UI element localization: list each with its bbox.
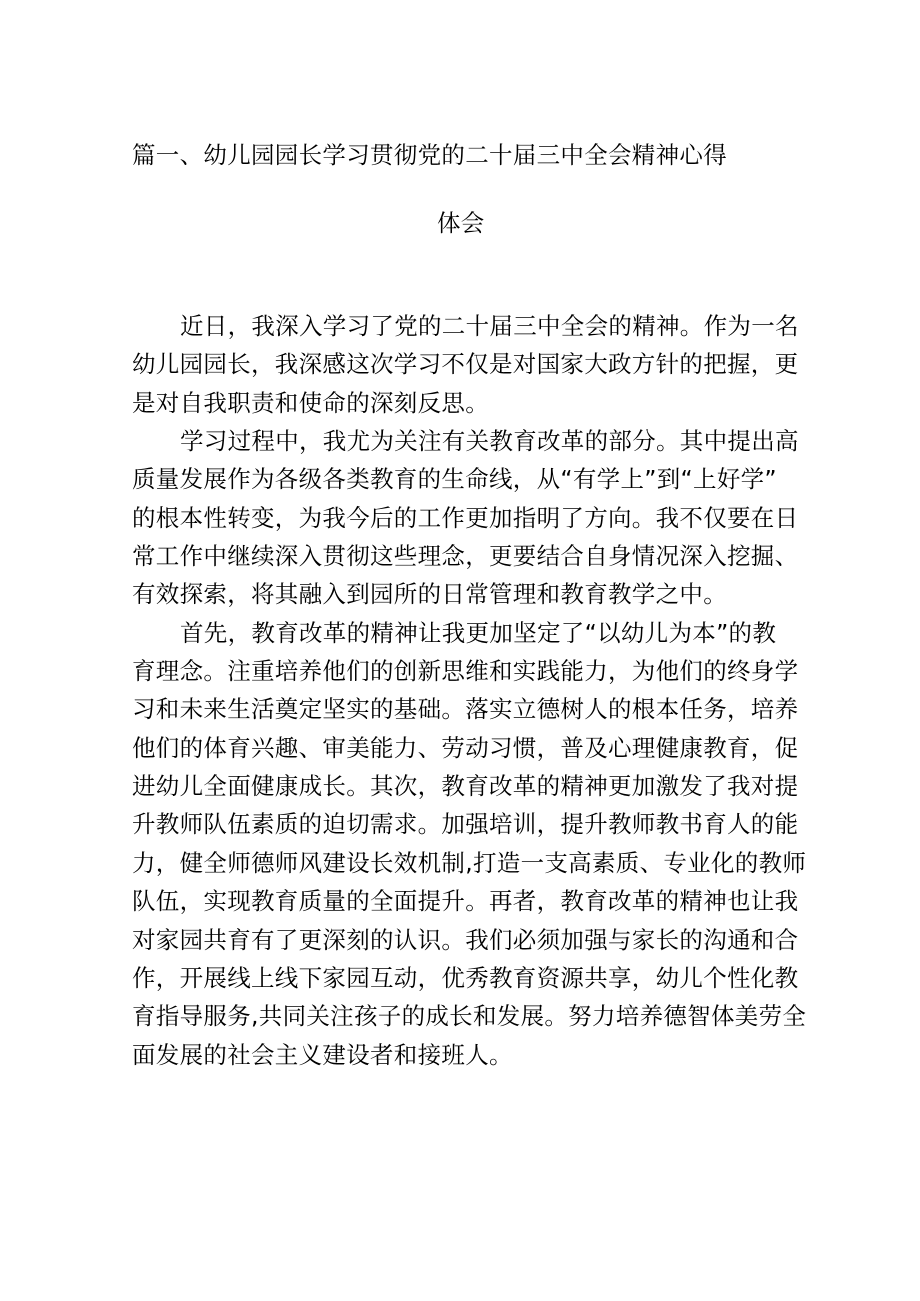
paragraph-line: 常工作中继续深入贯彻这些理念，更要结合自身情况深入挖掘、 <box>132 542 799 571</box>
paragraph-line: 学习过程中，我尤为关注有关教育改革的部分。其中提出高 <box>180 427 799 456</box>
document-body <box>132 307 807 1074</box>
paragraph-line: 习和未来生活奠定坚实的基础。落实立德树人的根本任务，培养 <box>132 695 799 724</box>
paragraph-line: 作，开展线上线下家园互动，优秀教育资源共享，幼儿个性化教 <box>132 963 799 992</box>
paragraph-line: 育指导服务,共同关注孩子的成长和发展。努力培养德智体美劳全 <box>132 1002 807 1031</box>
paragraph-line: 进幼儿全面健康成长。其次，教育改革的精神更加激发了我对提 <box>132 772 799 801</box>
document-title <box>132 136 792 242</box>
paragraph-line: 面发展的社会主义建设者和接班人。 <box>132 1040 513 1069</box>
paragraph-line: 育理念。注重培养他们的创新思维和实践能力，为他们的终身学 <box>132 657 799 686</box>
paragraph-3 <box>132 614 807 1074</box>
paragraph-line: 升教师队伍素质的迫切需求。加强培训，提升教师教书育人的能 <box>132 810 799 839</box>
paragraph-1 <box>132 307 799 422</box>
title-line-1: 篇一、幼儿园园长学习贯彻党的二十届三中全会精神心得 <box>132 141 727 169</box>
paragraph-2 <box>132 422 799 614</box>
paragraph-line: 他们的体育兴趣、审美能力、劳动习惯，普及心理健康教育，促 <box>132 733 799 762</box>
paragraph-line: 有效探索，将其融入到园所的日常管理和教育教学之中。 <box>132 580 727 609</box>
title-line-2: 体会 <box>437 209 485 237</box>
paragraph-line: 队伍，实现教育质量的全面提升。再者，教育改革的精神也让我 <box>132 887 799 916</box>
paragraph-line: 质量发展作为各级各类教育的生命线，从“有学上”到“上好学” <box>132 465 777 494</box>
paragraph-line: 对家园共育有了更深刻的认识。我们必须加强与家长的沟通和合 <box>132 925 799 954</box>
paragraph-line: 近日，我深入学习了党的二十届三中全会的精神。作为一名 <box>180 312 799 340</box>
paragraph-line: 是对自我职责和使命的深刻反思。 <box>132 388 489 417</box>
paragraph-line: 幼儿园园长，我深感这次学习不仅是对国家大政方针的把握，更 <box>132 350 799 379</box>
paragraph-line: 力，健全师德师风建设长效机制,打造一支高素质、专业化的教师 <box>132 848 807 877</box>
paragraph-line: 的根本性转变，为我今后的工作更加指明了方向。我不仅要在日 <box>132 503 799 532</box>
paragraph-line: 首先，教育改革的精神让我更加坚定了“以幼儿为本”的教 <box>180 618 777 647</box>
